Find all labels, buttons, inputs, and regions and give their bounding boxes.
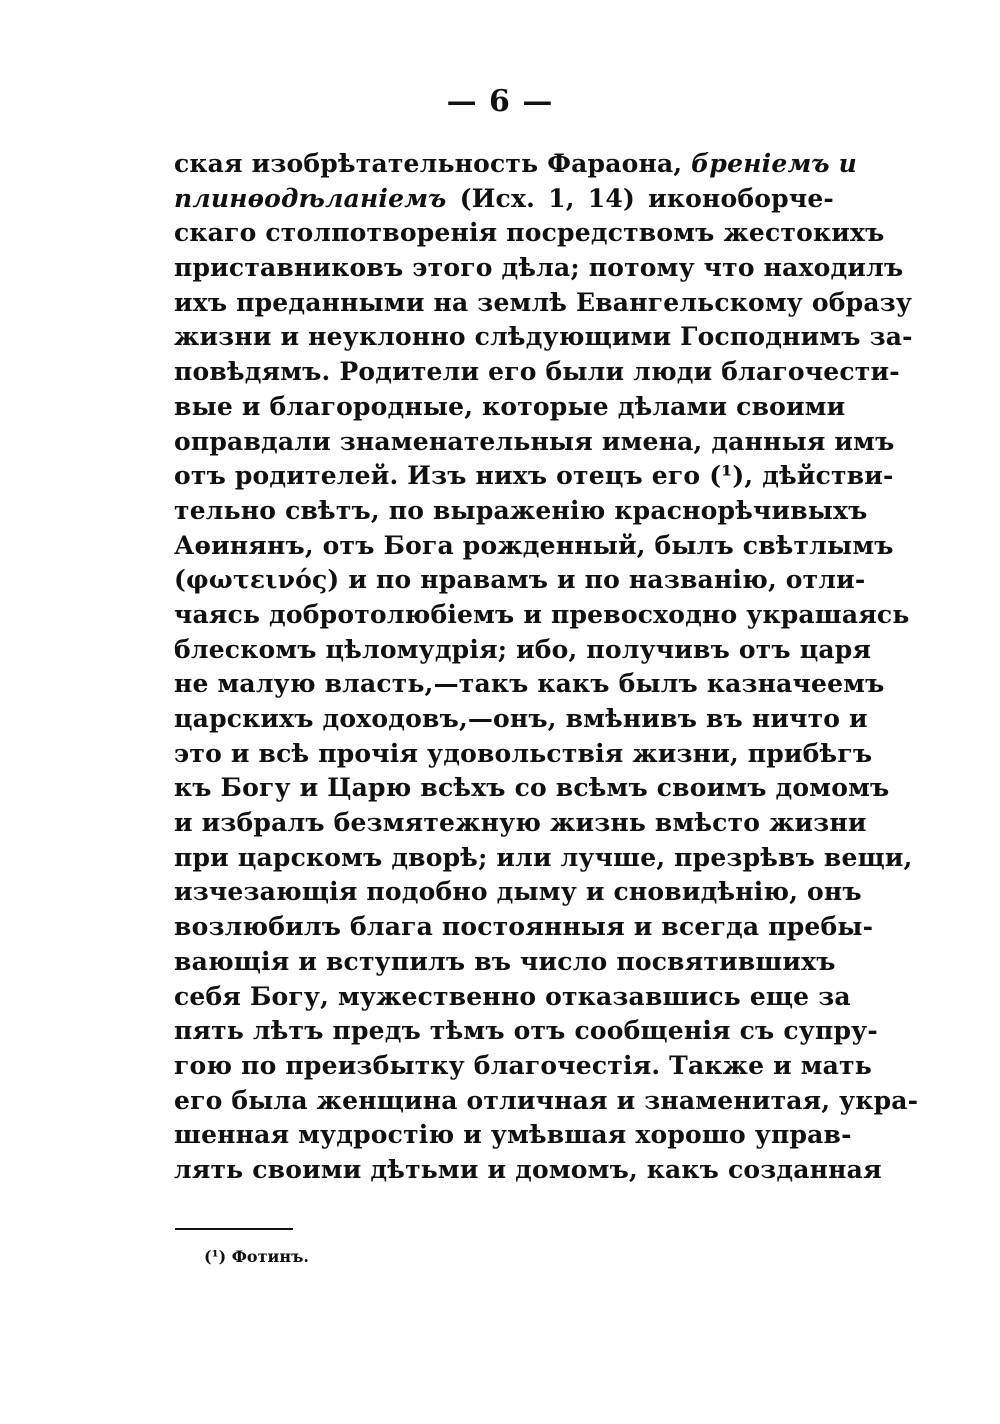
text-line-8: вые и благородные, которые дѣлами своими <box>174 391 846 421</box>
text-line-20: и избралъ безмятежную жизнь вмѣсто жизни <box>174 808 867 838</box>
text-line-26: пять лѣтъ предъ тѣмъ отъ сообщенія съ супру- <box>174 1016 878 1046</box>
text-line-4: приставниковъ этого дѣла; потому что находилъ <box>174 253 904 283</box>
text-line-29: шенная мудростію и умѣвшая хорошо управ- <box>174 1120 852 1150</box>
footnote-divider <box>175 1228 293 1230</box>
text-line-1 <box>174 147 858 182</box>
text-line-5: ихъ преданными на землѣ Евангельскому образу <box>174 287 913 317</box>
text-line-12: Аѳинянъ, отъ Бога рожденный, былъ свѣтлымъ <box>174 530 894 560</box>
text-line-19: къ Богу и Царю всѣхъ со всѣмъ своимъ домомъ <box>174 773 890 803</box>
text-line-13: (φωτεινός) и по нравамъ и по названію, отли- <box>174 565 866 595</box>
main-text-block <box>174 147 919 1188</box>
text-line-1-roman: ская изобрѣтательность Фараона, <box>174 149 692 178</box>
text-line-3: скаго столпотворенія посредствомъ жестокихъ <box>174 218 885 248</box>
text-line-18: это и всѣ прочія удовольствія жизни, прибѣгъ <box>174 738 873 768</box>
text-line-22: изчезающія подобно дыму и сновидѣнію, онъ <box>174 877 862 907</box>
text-line-2-roman: (Исх. 1, 14) иконоборче- <box>446 183 834 213</box>
text-line-17: царскихъ доходовъ,—онъ, вмѣнивъ въ ничто и <box>174 704 868 733</box>
page-number: — 6 — <box>446 84 554 119</box>
text-line-27: гою по преизбытку благочестія. Также и мать <box>174 1050 872 1080</box>
text-line-11: тельно свѣтъ, по выраженію краснорѣчивыхъ <box>174 495 868 525</box>
text-line-16: не малую власть,—такъ какъ былъ казначеемъ <box>174 669 885 699</box>
text-line-25: себя Богу, мужественно отказавшись еще за <box>174 981 851 1011</box>
text-line-2-italic: плинѳодѣланіемъ <box>174 183 447 213</box>
text-line-7: повѣдямъ. Родители его были люди благочести- <box>174 357 900 387</box>
text-line-30: лять своими дѣтьми и домомъ, какъ созданная <box>174 1154 882 1184</box>
footnote: (¹) Фотинъ. <box>204 1247 309 1266</box>
text-line-1-italic: бреніемъ и <box>691 149 858 178</box>
text-line-21: при царскомъ дворѣ; или лучше, презрѣвъ вещи, <box>174 842 913 872</box>
text-line-2 <box>174 182 834 217</box>
text-line-28: его была женщина отличная и знаменитая, укра- <box>174 1085 919 1115</box>
text-line-6: жизни и неуклонно слѣдующими Господнимъ за- <box>174 322 913 352</box>
text-line-10: отъ родителей. Изъ нихъ отецъ его (¹), дѣйстви- <box>174 461 894 491</box>
text-line-14: чаясь добротолюбіемъ и превосходно украшаясь <box>174 599 910 629</box>
text-line-24: вающія и вступилъ въ число посвятившихъ <box>174 946 836 976</box>
text-line-23: возлюбилъ блага постоянныя и всегда пребы- <box>174 912 874 942</box>
text-line-15: блескомъ цѣломудрія; ибо, получивъ отъ царя <box>174 634 872 664</box>
text-line-9: оправдали знаменательныя имена, данныя имъ <box>174 426 895 456</box>
